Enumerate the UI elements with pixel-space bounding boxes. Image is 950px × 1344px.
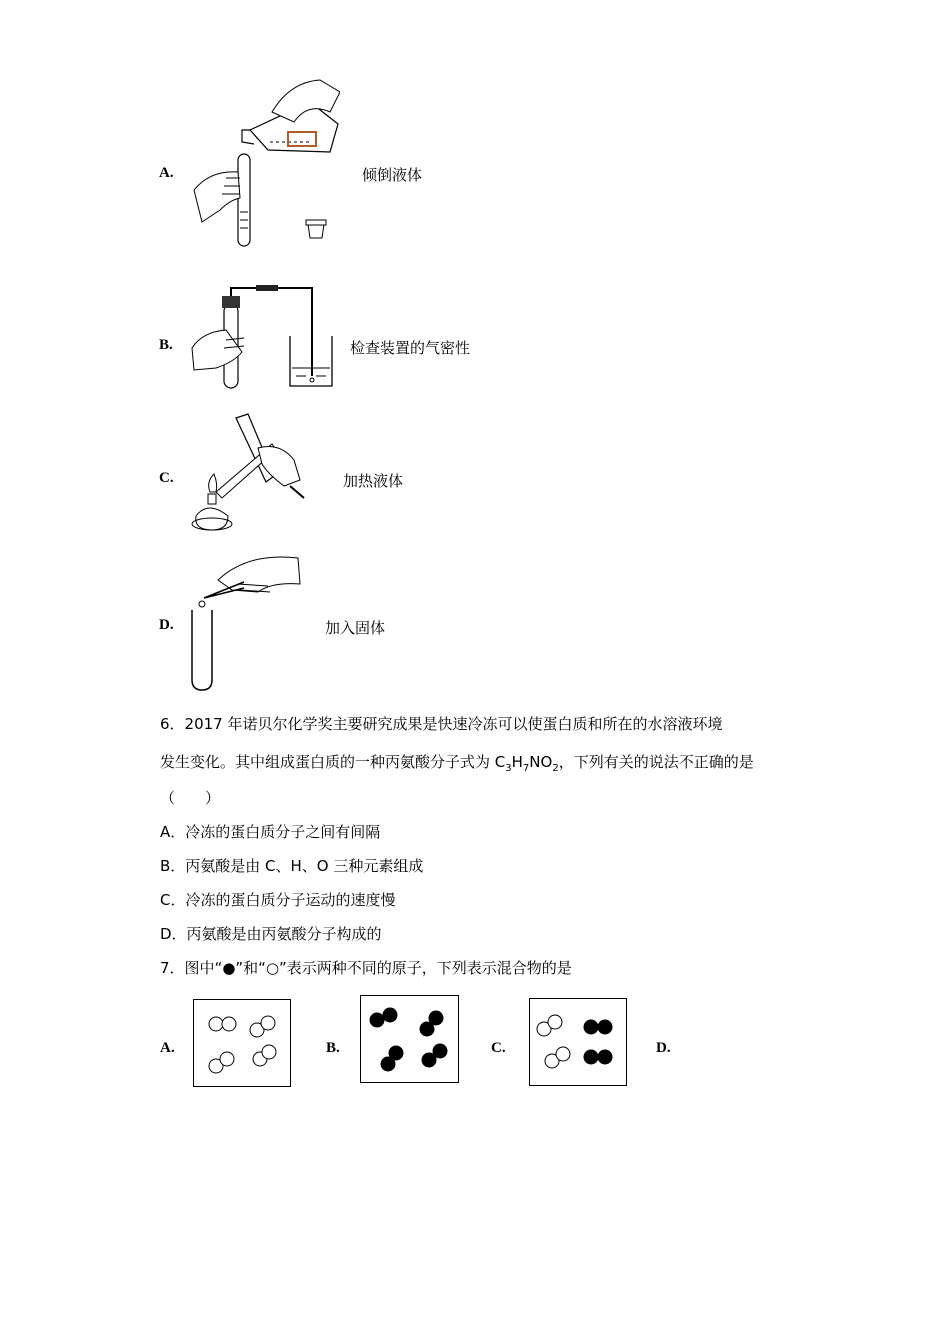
question-7-option-b-letter: B. <box>326 1040 340 1056</box>
question-7-option-d-letter: D. <box>656 1040 671 1056</box>
option-b-letter: B. <box>159 337 173 353</box>
option-b-caption: 检查装置的气密性 <box>350 339 471 357</box>
molecule-box-b <box>360 995 459 1083</box>
question-7-option-a-letter: A. <box>160 1040 175 1056</box>
adding-solid-figure <box>188 552 308 694</box>
formula-prefix: 发生变化。其中组成蛋白质的一种丙氨酸分子式为 C <box>160 753 506 771</box>
question-6-choice-d: D．丙氨酸是由丙氨酸分子构成的 <box>160 925 382 943</box>
molecule-box-a <box>193 999 291 1087</box>
pouring-liquid-figure <box>190 72 340 252</box>
option-c-caption: 加热液体 <box>343 472 404 490</box>
option-c-letter: C. <box>159 470 174 486</box>
formula-no: NO <box>529 753 553 771</box>
heating-liquid-figure <box>188 412 318 536</box>
formula-h: H <box>511 753 523 771</box>
option-a-letter: A. <box>159 165 174 181</box>
formula-sub-c: 3 <box>505 763 512 774</box>
question-6-choice-c: C．冷冻的蛋白质分子运动的速度慢 <box>160 891 396 909</box>
airtightness-check-figure <box>190 282 340 392</box>
question-6-choice-b: B．丙氨酸是由 C、H、O 三种元素组成 <box>160 857 424 875</box>
question-6-stem-line1: 6．2017 年诺贝尔化学奖主要研究成果是快速冷冻可以使蛋白质和所在的水溶液环境 <box>160 715 723 733</box>
option-a-caption: 倾倒液体 <box>362 166 423 184</box>
stem-suffix: ，下列有关的说法不正确的是 <box>558 753 754 771</box>
molecule-box-c <box>529 998 627 1086</box>
question-7-stem: 7．图中“●”和“○”表示两种不同的原子，下列表示混合物的是 <box>160 959 572 977</box>
question-6-stem-line2 <box>160 751 754 774</box>
formula-sub-o: 2 <box>552 763 559 774</box>
question-6-choice-a: A．冷冻的蛋白质分子之间有间隔 <box>160 823 381 841</box>
answer-parentheses: （ ） <box>160 789 221 807</box>
option-d-caption: 加入固体 <box>325 619 386 637</box>
option-d-letter: D. <box>159 617 174 633</box>
formula-sub-h: 7 <box>522 763 530 774</box>
question-7-option-c-letter: C. <box>491 1040 506 1056</box>
